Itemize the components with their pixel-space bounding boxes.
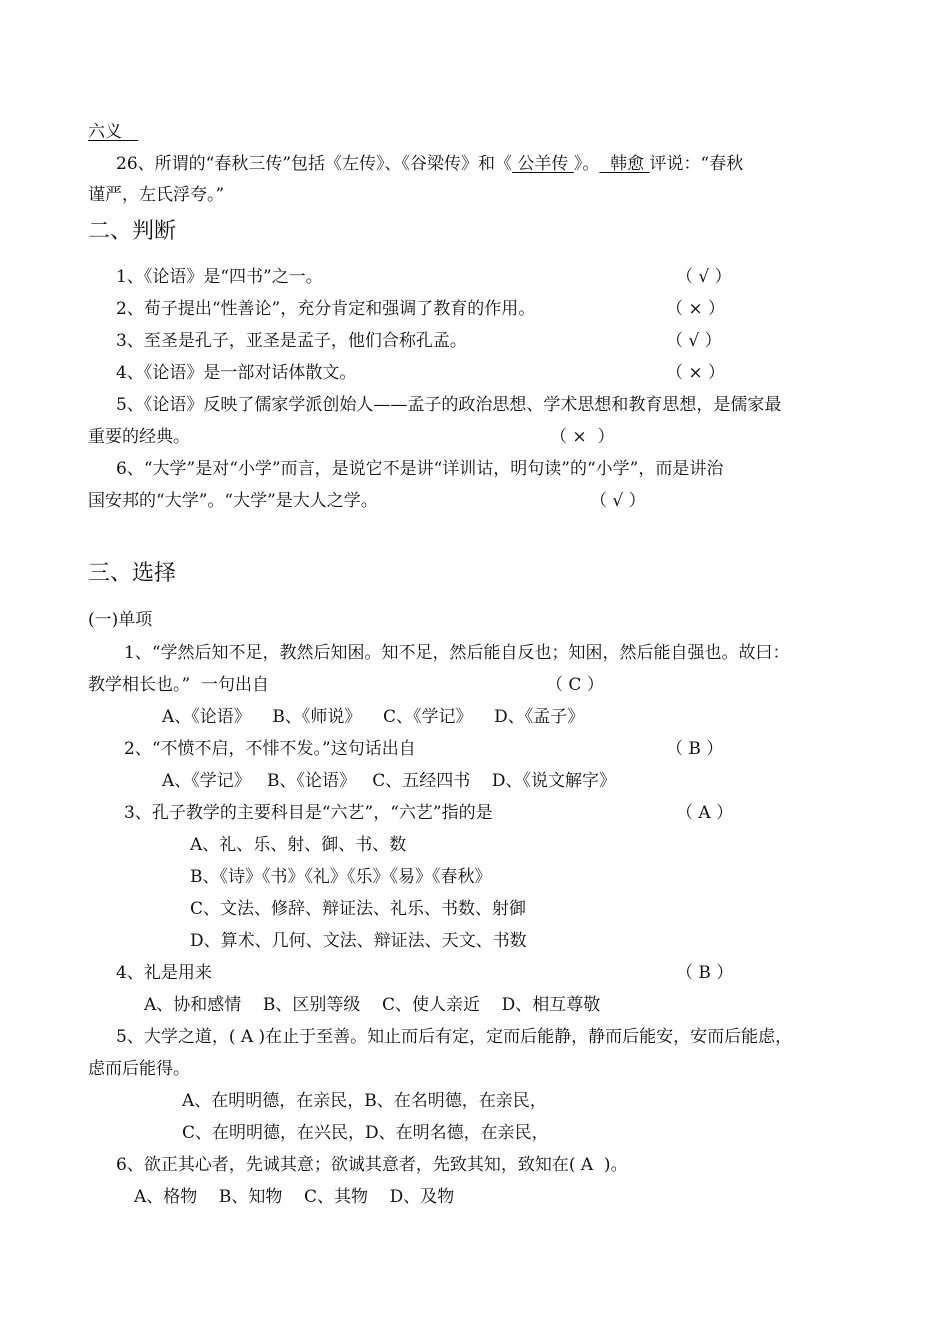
judge-item-2: 2、荀子提出“性善论”，充分肯定和强调了教育的作用。	[116, 299, 536, 319]
choice-q3-option-a: A、礼、乐、射、御、书、数	[190, 835, 407, 855]
judge-item-3: 3、至圣是孔子，亚圣是孟子，他们合称孔孟。	[116, 331, 467, 351]
choice-q2-options: A、《学记》 B、《论语》 C、五经四书 D、《说文解字》	[162, 771, 616, 791]
choice-q3-answer: （ A ）	[676, 803, 734, 823]
judge-answer-3: （ √ ）	[666, 331, 722, 351]
choice-q1-options: A、《论语》 B、《师说》 C、《学记》 D、《孟子》	[162, 707, 585, 727]
choice-q1-line2: 教学相长也。” 一句出自	[88, 675, 269, 695]
section-heading-judge: 二、判断	[88, 219, 177, 244]
judge-answer-5: （ × ）	[550, 427, 615, 447]
q26-text-2: 》。	[573, 154, 600, 174]
judge-item-4: 4、《论语》是一部对话体散文。	[116, 363, 357, 383]
fill-answer-continuation: 六义	[88, 122, 122, 142]
choice-q5-options-2: C、在明明德，在兴民，D、在明名德，在亲民，	[182, 1123, 549, 1143]
judge-answer-6: （ √ ）	[590, 491, 646, 511]
choice-q4: 4、礼是用来	[116, 963, 212, 983]
judge-item-1: 1、《论语》是“四书”之一。	[116, 267, 323, 287]
choice-q3: 3、孔子教学的主要科目是“六艺”，“六艺”指的是	[124, 803, 493, 823]
choice-q5-options-1: A、在明明德，在亲民，B、在名明德，在亲民，	[182, 1091, 547, 1111]
choice-q1: 1、“学然后知不足，教然后知困。知不足，然后能自反也；知困，然后能自强也。故曰：	[124, 643, 790, 663]
q26-text-3: 评说：“春秋	[649, 154, 744, 174]
judge-answer-1: （ √ ）	[676, 267, 732, 287]
choice-q3-option-d: D、算术、几何、文法、辩证法、天文、书数	[190, 931, 527, 951]
q26-answer-1: 公羊传	[512, 154, 574, 174]
choice-q2: 2、“不愤不启，不悱不发。”这句话出自	[124, 739, 416, 759]
judge-item-6-line2: 国安邦的“大学”。“大学”是大人之学。	[88, 491, 378, 511]
judge-item-6: 6、“大学”是对“小学”而言，是说它不是讲“详训诂，明句读”的“小学”，而是讲治	[116, 459, 724, 479]
fill-question-26-line2: 谨严，左氏浮夸。”	[88, 185, 225, 205]
choice-q2-answer: （ B ）	[666, 739, 724, 759]
choice-q4-options: A、协和感情 B、区别等级 C、使人亲近 D、相互尊敬	[144, 995, 601, 1015]
q26-answer-2: 韩愈	[599, 154, 650, 174]
choice-subheading-single: (一)单项	[88, 610, 153, 630]
fill-question-26	[116, 153, 743, 175]
choice-q1-answer: （ C ）	[546, 675, 604, 695]
choice-q6: 6、欲正其心者，先诚其意；欲诚其意者，先致其知，致知在( A )。	[116, 1155, 628, 1175]
section-heading-choice: 三、选择	[88, 561, 177, 586]
judge-answer-4: （ × ）	[666, 363, 726, 383]
judge-answer-2: （ × ）	[666, 299, 726, 319]
choice-q3-option-c: C、文法、修辞、辩证法、礼乐、书数、射御	[190, 899, 527, 919]
choice-q4-answer: （ B ）	[676, 963, 734, 983]
judge-item-5: 5、《论语》反映了儒家学派创始人——孟子的政治思想、学术思想和教育思想，是儒家最	[116, 395, 782, 415]
choice-q5-line2: 虑而后能得。	[88, 1059, 190, 1079]
q26-text-1: 26、所谓的“春秋三传”包括《左传》、《谷梁传》和《	[116, 154, 513, 174]
judge-item-5-line2: 重要的经典。	[88, 427, 190, 447]
choice-q3-option-b: B、《诗》《书》《礼》《乐》《易》《春秋》	[190, 867, 492, 887]
choice-q6-options: A、格物 B、知物 C、其物 D、及物	[134, 1187, 455, 1207]
choice-q5: 5、大学之道，( A )在止于至善。知止而后有定，定而后能静，静而后能安，安而后能虑，	[116, 1027, 793, 1047]
